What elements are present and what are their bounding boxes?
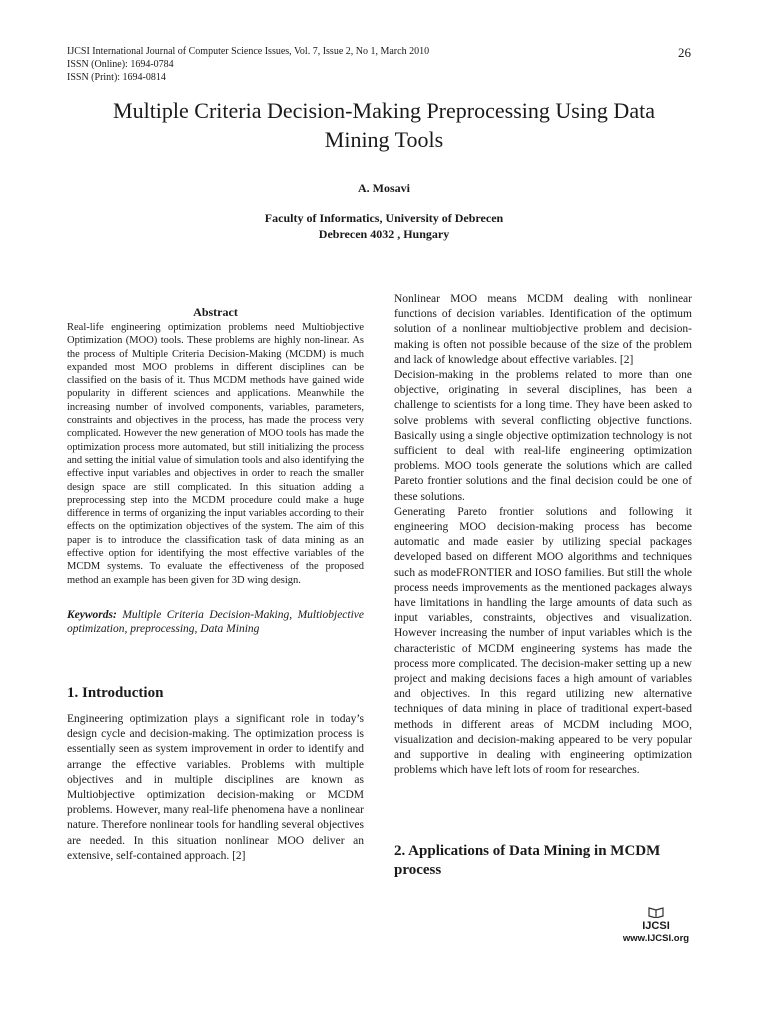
keywords-text: Multiple Criteria Decision-Making, Multiobjective optimization, preprocessing, Data Mining bbox=[67, 608, 364, 636]
page-number: 26 bbox=[678, 45, 691, 60]
journal-header bbox=[67, 45, 429, 84]
keywords bbox=[67, 608, 364, 637]
journal-logo bbox=[620, 906, 692, 945]
book-icon bbox=[620, 906, 692, 920]
section-2 bbox=[394, 842, 694, 880]
section-1-heading: 1. Introduction bbox=[67, 685, 164, 701]
left-column bbox=[67, 305, 364, 637]
right-paragraph-1: Nonlinear MOO means MCDM dealing with nonlinear functions of decision variables. Identification of the optimum solution of a nonlinear multiobjective problem and decision-making is often not possible because of the size of the problem and lack of knowledge about effective variables. [2] bbox=[394, 293, 692, 366]
title-line-2: Mining Tools bbox=[324, 127, 444, 152]
paper-title bbox=[60, 96, 708, 154]
affiliation-line-1: Faculty of Informatics, University of Debrecen bbox=[264, 211, 504, 225]
author: A. Mosavi bbox=[358, 181, 410, 195]
section-2-heading: 2. Applications of Data Mining in MCDM process bbox=[394, 843, 661, 878]
affiliation-line-2: Debrecen 4032 , Hungary bbox=[318, 227, 450, 241]
section-1 bbox=[67, 684, 163, 703]
right-paragraph-3: Generating Pareto frontier solutions and following it engineering MOO decision-making process has become automatic and made easier by utilizing special packages developed based on different MOO algorithms and techniques such as modeFRONTIER and IOSO families. But still the whole process needs improvements as the mentioned packages always have limitations in handling the large amounts of data such as input variables, constraints, objectives and visualization. However increasing the number of input variables which is the characteristic of MCDM engineering systems has made the process more complicated. The decision-maker setting up a new project and making decisions faces a high amount of variables and objectives. In this regard utilizing new alternative techniques of data mining in place of traditional expert-based methods in different areas of MCDM including MOO, visualization and decision-making appeared to be very popular and supportive in dealing with engineering optimization problems which have left lots of room for researches. bbox=[394, 505, 692, 777]
keywords-label: Keywords: bbox=[67, 608, 117, 621]
right-column bbox=[394, 292, 692, 779]
affiliation bbox=[0, 210, 768, 242]
issn-online: ISSN (Online): 1694-0784 bbox=[67, 59, 174, 70]
right-paragraph-2: Decision-making in the problems related to more than one objective, originating in several disciplines, has been a challenge to scientists for a long time. They have been asked to solve problems with several conflicting objective functions. Basically using a single objective optimization technology is not sufficient to deal with real-life engineering optimization problems. MOO tools generate the solutions which are called Pareto frontier solutions and the final decision could be one of these solutions. bbox=[394, 369, 692, 503]
introduction-text: Engineering optimization plays a significant role in today’s design cycle and decision-making. The optimization process is essentially seen as system improvement in order to identify and arrange the effective variables. Problems with multiple objectives and in multiple disciplines are known as Multiobjective optimization decision-making or MCDM problems. However, many real-life phenomena have a nonlinear nature. Therefore nonlinear tools for handling several objectives are needed. In this situation nonlinear MOO deliver an extensive, self-contained approach. [2] bbox=[67, 713, 364, 862]
journal-line: IJCSI International Journal of Computer Science Issues, Vol. 7, Issue 2, No 1, March 2010 bbox=[67, 46, 430, 57]
journal-url: www.IJCSI.org bbox=[622, 933, 690, 944]
title-line-1: Multiple Criteria Decision-Making Preprocessing Using Data bbox=[113, 98, 655, 123]
issn-print: ISSN (Print): 1694-0814 bbox=[67, 72, 166, 83]
abstract-heading: Abstract bbox=[193, 305, 238, 319]
logo-text: IJCSI bbox=[642, 920, 670, 932]
abstract-text: Real-life engineering optimization problems need Multiobjective Optimization (MOO) tools. These problems are highly non-linear. As the process of Multiple Criteria Decision-Making (MCDM) is much expanded most MOO problems in different disciplines can be classified on the basis of it. Thus MCDM methods have gained wide popularity in different sciences and applications. Meanwhile the increasing number of involved components, variables, parameters, constraints and objectives in the process, has made the process very complicated. However the new generation of MOO tools has made the optimization process more automated, but still initializing the process and setting the initial value of simulation tools and also identifying the effective input variables and objectives in order to reach the smaller design space are still complicated. In this situation adding a preprocessing step into the MCDM procedure could make a huge difference in terms of organizing the input variables according to their effects on the optimization objectives of the system. The aim of this paper is to introduce the classification task of data mining as an effective option for identifying the most effective variables of the MCDM systems. To evaluate the effectiveness of the proposed method an example has been given for 3D wing design. bbox=[67, 322, 364, 586]
